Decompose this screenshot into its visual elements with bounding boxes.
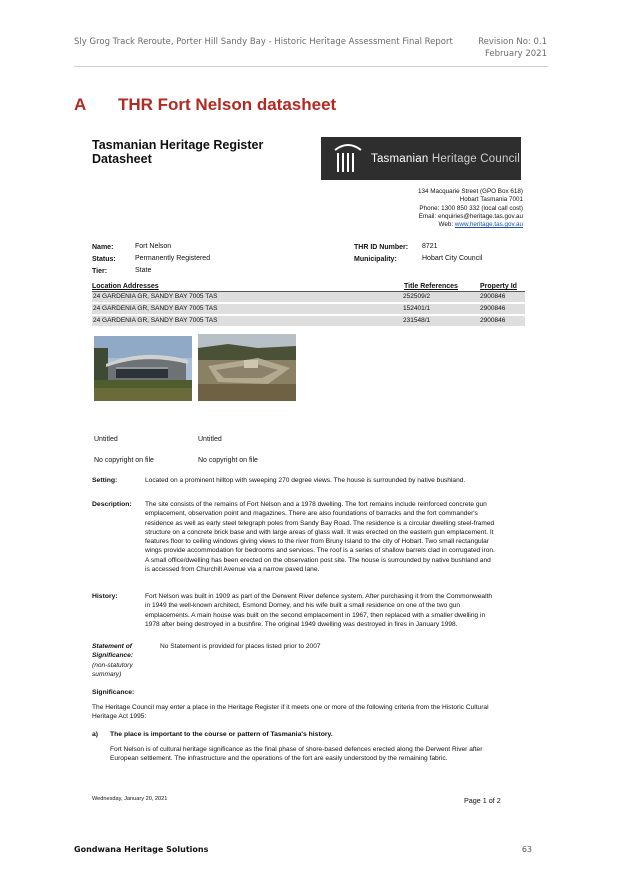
property-id-cell: 2900846 [480, 293, 506, 300]
description-label: Description: [92, 501, 132, 508]
section-title: THR Fort Nelson datasheet [118, 95, 337, 114]
fort-ruins-photo [198, 334, 296, 401]
table-row [92, 316, 525, 326]
address-line: Phone: 1300 850 332 (local call cost) [419, 204, 523, 212]
municipality-label: Municipality: [354, 256, 397, 263]
photo-caption: Untitled [198, 436, 222, 443]
email-label: Email: [418, 212, 437, 220]
address-cell: 24 GARDENIA GR, SANDY BAY 7005 TAS [93, 305, 218, 312]
status-label: Status: [92, 256, 116, 263]
footer-page-number: 63 [521, 845, 532, 854]
address-cell: 24 GARDENIA GR, SANDY BAY 7005 TAS [93, 317, 218, 324]
report-date: February 2021 [485, 49, 547, 59]
significance-label: Significance: [92, 689, 135, 696]
title-references-header: Title References [404, 283, 458, 290]
setting-label: Setting: [92, 477, 118, 484]
header-rule [74, 66, 548, 67]
statement-text: No Statement is provided for places listed prior to 2007 [160, 643, 321, 650]
datasheet-title-line1: Tasmanian Heritage Register [92, 138, 264, 152]
tier-label: Tier: [92, 268, 108, 275]
revision-number: Revision No: 0.1 [478, 37, 547, 47]
setting-text: Located on a prominent hilltop with sweeping 270 degree views. The house is surrounded by native bushland. [145, 477, 466, 484]
print-date: Wednesday, January 20, 2021 [92, 796, 168, 802]
statement-label [92, 642, 133, 679]
property-id-cell: 2900846 [480, 305, 506, 312]
datasheet-title-line2: Datasheet [92, 152, 152, 166]
significance-intro: The Heritage Council may enter a place in the Heritage Register if it meets one or more of the following criteria from the Historic Cultural Heritage Act 1995: [92, 704, 489, 721]
property-id-cell: 2900846 [480, 317, 506, 324]
datasheet-title [92, 138, 263, 166]
municipality-value: Hobart City Council [422, 255, 483, 262]
statement-label-line: Statement of [92, 643, 132, 650]
title-ref-cell: 252509/2 [403, 293, 431, 300]
photo-caption: Untitled [94, 436, 118, 443]
criterion-text: Fort Nelson is of cultural heritage significance as the final phase of shore-based defences erected along the Derwent River after European settlement. The infrastructure and the operations of the fort are easily understood by the remaining fabric. [110, 746, 483, 763]
report-title: Sly Grog Track Reroute, Porter Hill Sandy Bay - Historic Heritage Assessment Final Report [74, 37, 453, 47]
location-addresses-header: Location Addresses [92, 283, 159, 290]
criterion-letter: a) [92, 731, 99, 738]
thr-id-value: 8721 [422, 243, 438, 250]
name-label: Name: [92, 244, 114, 251]
section-letter: A [74, 95, 87, 114]
thr-id-label: THR ID Number: [354, 244, 409, 251]
statement-label-line: (non-statutory [92, 661, 133, 669]
status-value: Permanently Registered [135, 255, 211, 262]
logo-text-tasmanian: Tasmanian [371, 152, 429, 165]
photo-copyright: No copyright on file [94, 457, 154, 464]
web-link[interactable]: www.heritage.tas.gov.au [454, 221, 523, 229]
address-cell: 24 GARDENIA GR, SANDY BAY 7005 TAS [93, 293, 218, 300]
name-value: Fort Nelson [135, 243, 172, 250]
title-ref-cell: 231548/1 [403, 317, 431, 324]
email-address: enquiries@heritage.tas.gov.au [437, 212, 523, 220]
columns-logo-icon [331, 142, 365, 176]
history-text: Fort Nelson was built in 1909 as part of the Derwent River defence system. After purchasing it from the Commonwealth in 1949 the well-known architect, Esmond Dorney, and his wife built a small residence on one of the two gun emplacements. A main house was built on the second emplacement in 1967, then replaced with a smaller dwelling in 1978 after being destroyed in a bushfire. The original 1949 dwelling was destroyed in fires in January 1998. [145, 593, 493, 628]
property-id-header: Property Id [480, 283, 517, 290]
heritage-council-logo [321, 137, 521, 180]
contact-address [418, 188, 523, 229]
table-row [92, 292, 525, 302]
table-row [92, 304, 525, 314]
statement-label-line: Significance: [92, 652, 134, 660]
description-text: The site consists of the remains of Fort Nelson and a 1978 dwelling. The fort remains include reinforced concrete gun emplacement, observation point and magazines. There are also foundations of barracks and the fort commander's residence as well as early steel telegraph poles from Sandy Bay Road. The residence is a circular dwelling steel-framed structure on a concrete brick base and with large areas of glass wall. It was erected on the eastern gun emplacement. It features floor to ceiling windows giving views to the river from Bruny Island to the city of Hobart. Two small rectangular wings provide accommodation for bedrooms and services. The roof is a series of shallow barrels clad in corrugated iron. A small office/dwelling has been erected on the observation post site. The house is surrounded by native bushland and is accessed from Churchill Avenue via a narrow paved lane. [145, 501, 495, 574]
tier-value: State [135, 267, 152, 274]
photo-copyright: No copyright on file [198, 457, 258, 464]
web-label: Web: [438, 221, 454, 229]
title-ref-cell: 152401/1 [403, 305, 431, 312]
house-photo [94, 336, 192, 401]
criterion-title: The place is important to the course or pattern of Tasmania's history. [110, 731, 333, 738]
address-line: Hobart Tasmania 7001 [459, 196, 523, 204]
history-label: History: [92, 593, 118, 600]
address-line: 134 Macquarie Street (GPO Box 618) [418, 188, 523, 195]
statement-label-line: summary) [92, 670, 122, 678]
logo-text-heritage-council: Heritage Council [431, 152, 521, 165]
footer-company: Gondwana Heritage Solutions [74, 845, 209, 854]
datasheet-page-label: Page 1 of 2 [464, 796, 501, 805]
